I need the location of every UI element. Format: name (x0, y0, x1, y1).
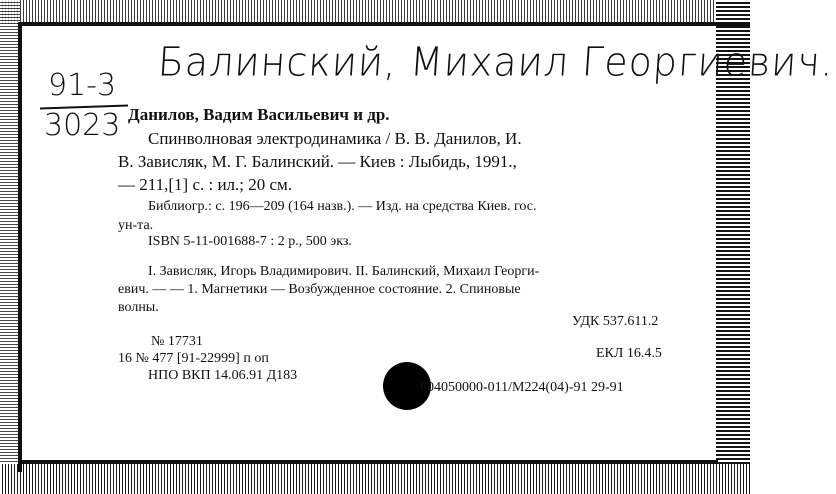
order-line: 16 № 477 [91-22999] п оп (118, 351, 269, 366)
title-line-1: Спинволновая электродинамика / В. В. Данилов, И. (148, 129, 522, 148)
scan-edge-top (0, 0, 750, 24)
udc-code: УДК 537.611.2 (572, 314, 659, 329)
shelf-mark-bottom: 3023 (44, 108, 121, 143)
card-border-left (18, 22, 22, 472)
card-border-bottom (18, 460, 718, 464)
author-heading: Данилов, Вадим Васильевич и др. (128, 105, 390, 124)
isbn-line: ISBN 5-11-001688-7 : 2 р., 500 экз. (148, 234, 352, 249)
tracings-line-1: I. Зависляк, Игорь Владимирович. II. Балинский, Михаил Георги- (148, 264, 540, 279)
bibliography-note-cont: ун-та. (118, 218, 154, 233)
npo-line: НПО ВКП 14.06.91 Д183 (148, 368, 298, 383)
bibliography-note: Библиогр.: с. 196—209 (164 назв.). — Изд. на средства Киев. гос. (148, 199, 537, 214)
handwritten-name: Балинский, Михаил Георгиевич. (156, 38, 836, 86)
tracings-line-2: евич. — — 1. Магнетики — Возбужденное состояние. 2. Спиновые (118, 282, 521, 297)
classification-code: 604050000-011/М224(04)-91 29-91 (420, 380, 624, 395)
shelf-mark-top: 91-3 (48, 68, 117, 103)
card-border-top (18, 22, 750, 26)
card-number: № 17731 (151, 334, 203, 349)
scan-edge-bottom (0, 464, 750, 494)
tracings-line-3: волны. (118, 300, 159, 315)
title-line-2: В. Зависляк, М. Г. Балинский. — Киев : Лыбидь, 1991., (118, 152, 517, 171)
ekl-code: ЕКЛ 16.4.5 (596, 346, 662, 361)
scan-edge-left (0, 0, 20, 494)
title-line-3: — 211,[1] с. : ил.; 20 см. (118, 175, 293, 194)
